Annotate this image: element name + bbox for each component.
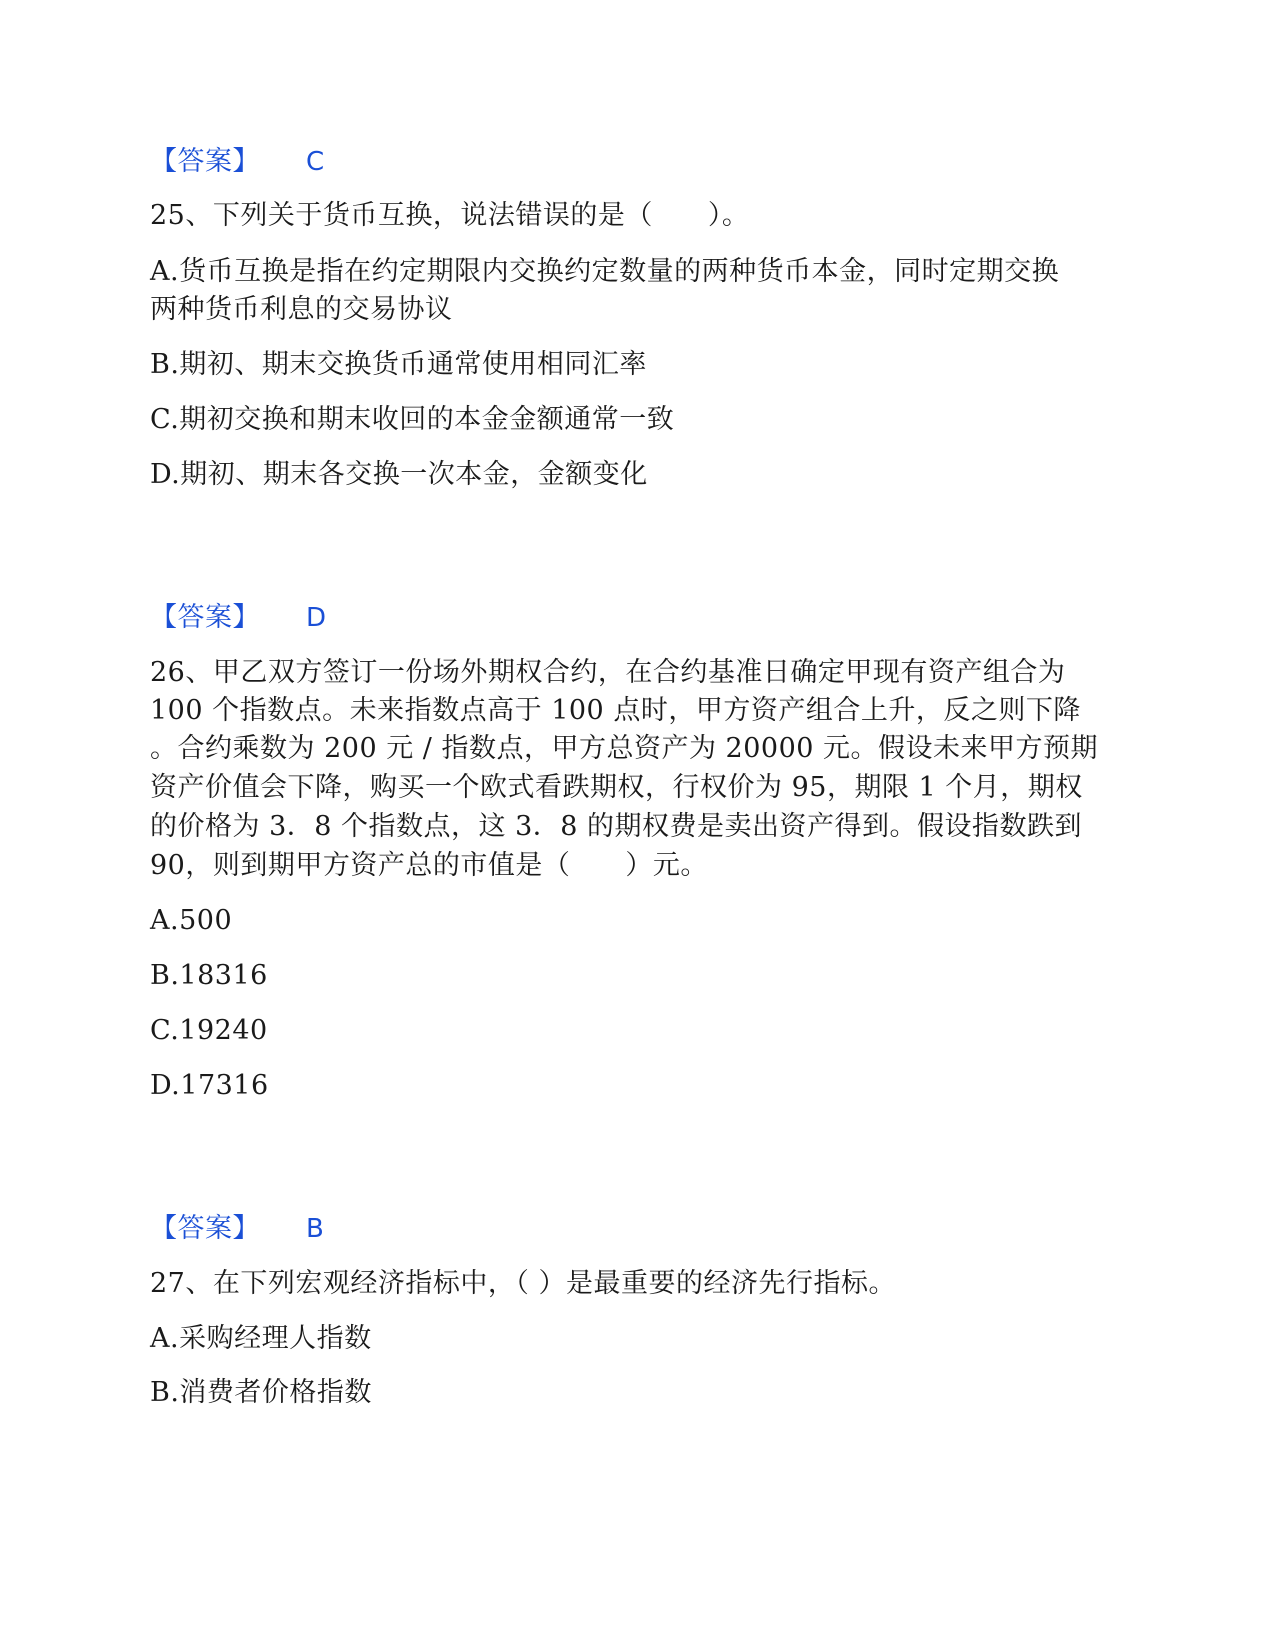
option-d: D.17316 [150, 1070, 269, 1101]
option-a: A.采购经理人指数 [150, 1323, 372, 1354]
option-d: D.期初、期末各交换一次本金，金额变化 [150, 459, 648, 490]
answer-tag: 【答案】 [150, 602, 260, 633]
option-b: B.期初、期末交换货币通常使用相同汇率 [150, 349, 647, 380]
answer-line [150, 142, 325, 182]
question-stem-line: 90，则到期甲方资产总的市值是（ ）元。 [150, 850, 708, 881]
option-b: B.消费者价格指数 [150, 1377, 372, 1408]
answer-value: B [306, 1214, 325, 1244]
answer-tag: 【答案】 [150, 1213, 260, 1244]
answer-line [150, 1209, 324, 1249]
option-b: B.18316 [150, 960, 268, 991]
option-c: C.期初交换和期末收回的本金金额通常一致 [150, 404, 675, 435]
question-stem-line: 资产价值会下降，购买一个欧式看跌期权，行权价为 95，期限 1 个月，期权 [150, 772, 1083, 803]
question-stem-line: 26、甲乙双方签订一份场外期权合约，在合约基准日确定甲现有资产组合为 [150, 657, 1066, 688]
answer-tag: 【答案】 [150, 146, 260, 177]
option-c: C.19240 [150, 1015, 268, 1046]
question-stem-line: 。合约乘数为 200 元 / 指数点，甲方总资产为 20000 元。假设未来甲方预期 [150, 733, 1099, 764]
question-stem: 25、下列关于货币互换，说法错误的是（ ）。 [150, 200, 750, 231]
option-a: A.500 [150, 905, 233, 936]
answer-value: D [306, 603, 327, 633]
answer-line [150, 598, 327, 638]
answer-value: C [306, 147, 325, 177]
question-stem: 27、在下列宏观经济指标中，（ ）是最重要的经济先行指标。 [150, 1268, 896, 1299]
question-stem-line: 100 个指数点。未来指数点高于 100 点时，甲方资产组合上升，反之则下降 [150, 695, 1081, 726]
question-stem-line: 的价格为 3．8 个指数点，这 3．8 的期权费是卖出资产得到。假设指数跌到 [150, 811, 1083, 842]
option-a: A.货币互换是指在约定期限内交换约定数量的两种货币本金，同时定期交换 [150, 256, 1060, 287]
option-a-continued: 两种货币利息的交易协议 [150, 294, 453, 325]
